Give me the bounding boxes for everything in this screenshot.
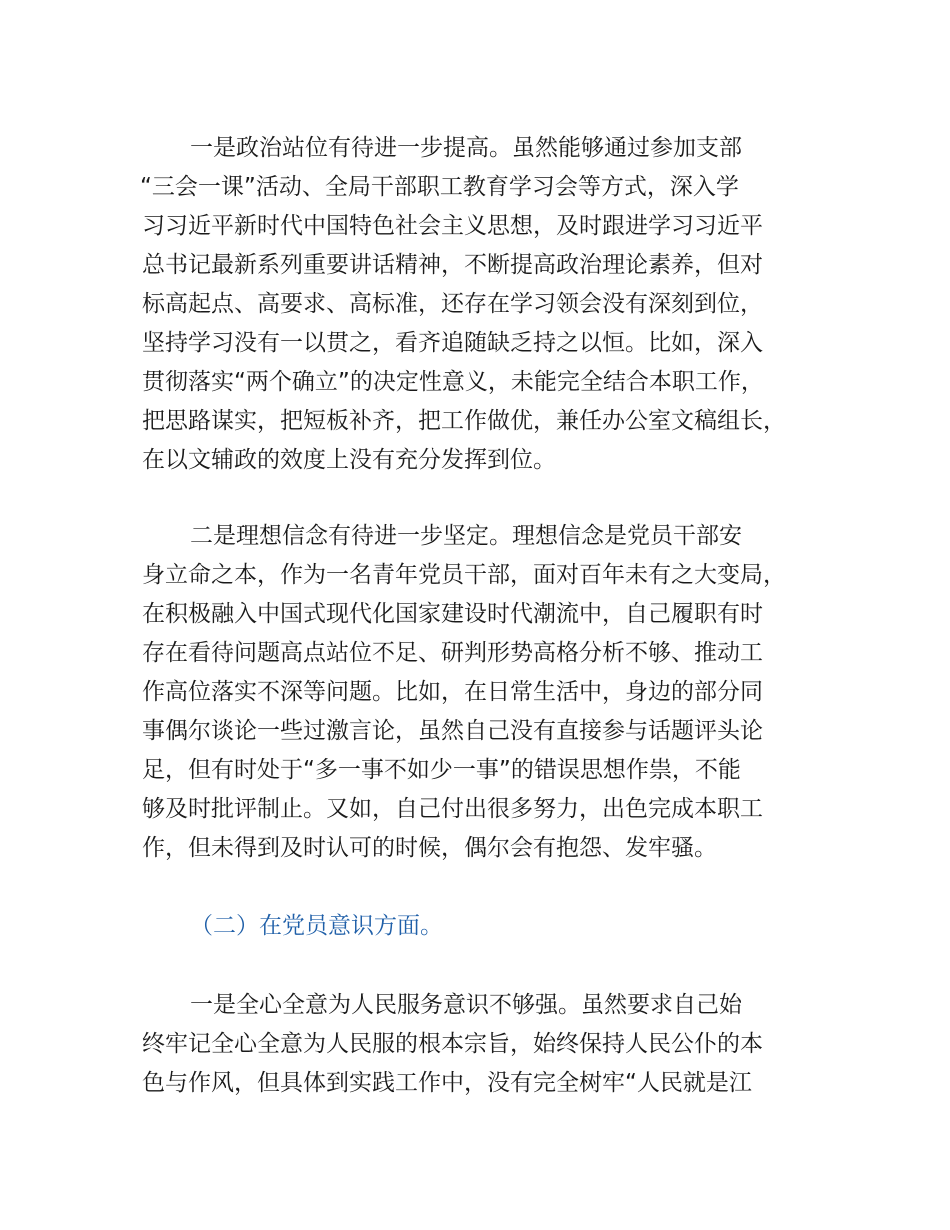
text-line: 足，但有时处于“多一事不如少一事”的错误思想作祟，不能 bbox=[142, 757, 741, 783]
text-line: 色与作风，但具体到实践工作中，没有完全树牢“人民就是江 bbox=[142, 1070, 752, 1096]
text-line: 贯彻落实“两个确立”的决定性意义，未能完全结合本职工作， bbox=[142, 369, 764, 395]
text-line: 习习近平新时代中国特色社会主义思想，及时跟进学习习近平 bbox=[142, 213, 763, 239]
text-line: 一是政治站位有待进一步提高。虽然能够通过参加支部 bbox=[190, 135, 742, 161]
text-line: 够及时批评制止。又如，自己付出很多努力，出色完成本职工 bbox=[142, 796, 763, 822]
text-line: “三会一课”活动、全局干部职工教育学习会等方式，深入学 bbox=[140, 174, 739, 200]
text-line: 身立命之本，作为一名青年党员干部，面对百年未有之大变局， bbox=[142, 562, 786, 588]
text-line: 把思路谋实，把短板补齐，把工作做优，兼任办公室文稿组长， bbox=[142, 408, 786, 434]
text-line: 存在看待问题高点站位不足、研判形势高格分析不够、推动工 bbox=[142, 640, 763, 666]
text-line: 在积极融入中国式现代化国家建设时代潮流中，自己履职有时 bbox=[142, 601, 763, 627]
text-line: 终牢记全心全意为人民服的根本宗旨，始终保持人民公仆的本 bbox=[142, 1031, 763, 1057]
text-line: 坚持学习没有一以贯之，看齐追随缺乏持之以恒。比如，深入 bbox=[142, 330, 763, 356]
text-line: 标高起点、高要求、高标准，还存在学习领会没有深刻到位， bbox=[142, 291, 763, 317]
text-line: 总书记最新系列重要讲话精神，不断提高政治理论素养，但对 bbox=[142, 252, 763, 278]
text-line: 作，但未得到及时认可的时候，偶尔会有抱怨、发牢骚。 bbox=[142, 835, 717, 861]
text-line: 事偶尔谈论一些过激言论，虽然自己没有直接参与话题评头论 bbox=[142, 718, 763, 744]
text-line: 二是理想信念有待进一步坚定。理想信念是党员干部安 bbox=[190, 523, 742, 549]
text-line: 一是全心全意为人民服务意识不够强。虽然要求自己始 bbox=[190, 992, 742, 1018]
text-line: 作高位落实不深等问题。比如，在日常生活中，身边的部分同 bbox=[142, 679, 763, 705]
section-heading: （二）在党员意识方面。 bbox=[190, 913, 443, 939]
text-line: 在以文辅政的效度上没有充分发挥到位。 bbox=[142, 447, 556, 473]
